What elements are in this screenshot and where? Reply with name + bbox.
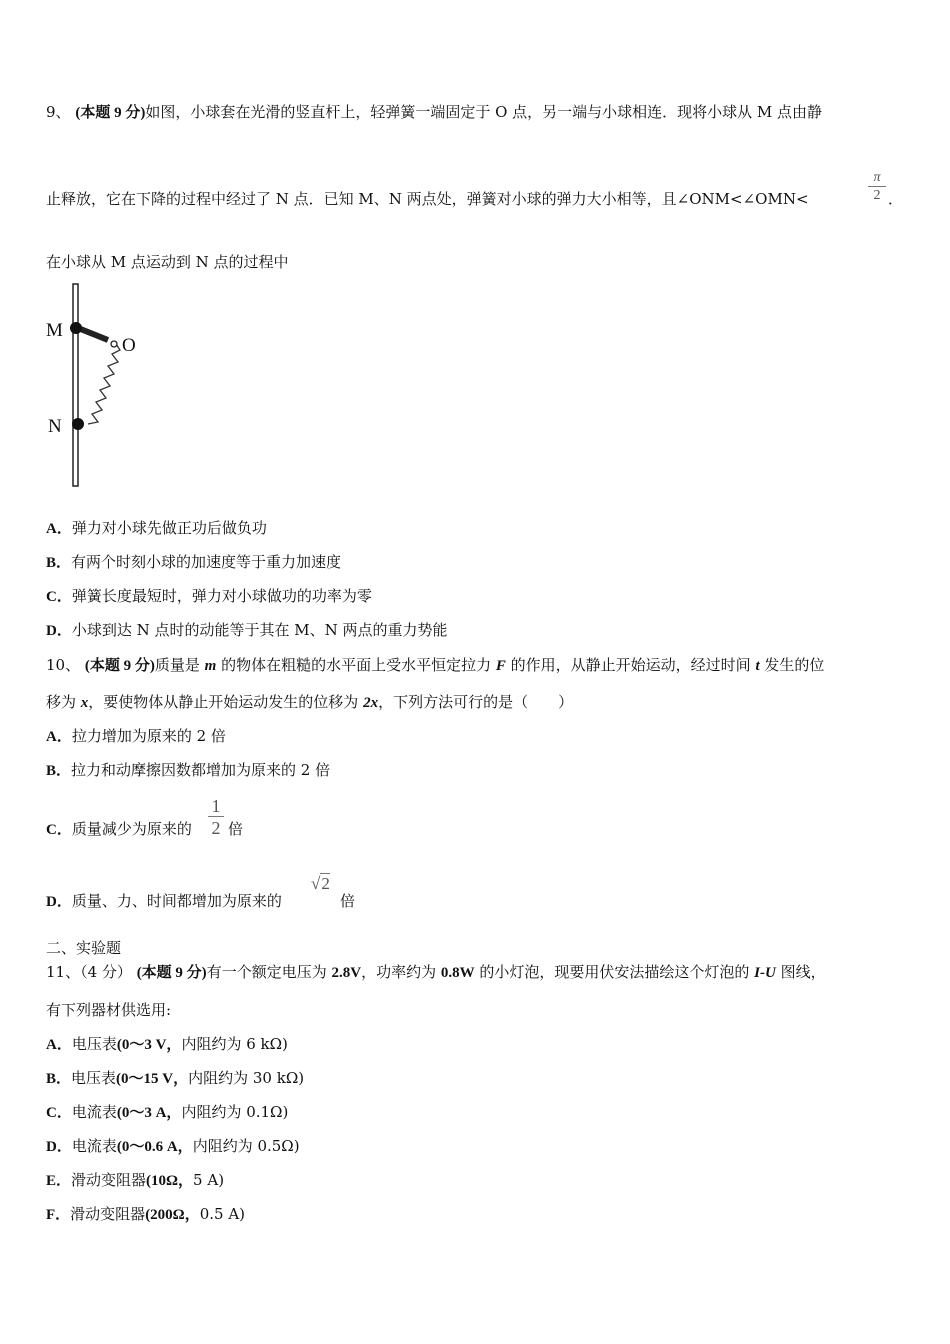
option-text: 小球到达 N 点时的动能等于其在 M、N 两点的重力势能	[71, 621, 448, 639]
q10-option-d	[46, 891, 282, 912]
option-key: B．	[46, 555, 72, 571]
option-name: 电流表	[71, 1103, 117, 1121]
q11-option-c	[46, 1102, 288, 1123]
q10-text: 的物体在粗糙的水平面上受水平恒定拉力	[216, 656, 496, 674]
q9-line-1	[46, 102, 822, 123]
section-title: 二、实验题	[46, 939, 122, 957]
option-key: C．	[46, 1105, 72, 1121]
fraction-denominator: 2	[211, 818, 221, 838]
q9-text-2: 止释放，它在下降的过程中经过了 N 点．已知 M、N 两点处，弹簧对小球的弹力大小相等，且∠ONM<∠OMN<	[46, 190, 809, 208]
option-key: D．	[46, 894, 72, 910]
q10-option-a	[46, 726, 226, 747]
q9-text-1: 如图，小球套在光滑的竖直杆上，轻弹簧一端固定于 O 点，另一端与小球相连．现将小球从 M 点由静	[145, 103, 823, 121]
option-tail: 内阻约为 0.5Ω)	[192, 1137, 300, 1155]
option-tail: 5 A)	[193, 1171, 225, 1189]
label-n: N	[48, 416, 62, 437]
q11-score: （4 分）	[80, 963, 132, 981]
option-spec: (0～3 A，	[116, 1105, 182, 1121]
q11-text: 有一个额定电压为	[206, 963, 332, 981]
q10-option-c	[46, 819, 192, 840]
q9-option-c	[46, 586, 372, 607]
pivot-point-o	[111, 341, 117, 347]
q11-option-e	[46, 1170, 224, 1191]
q9-pi-over-2-fraction	[868, 170, 886, 205]
option-key: A．	[46, 1037, 72, 1053]
option-name: 滑动变阻器	[71, 1171, 147, 1189]
q10-line-2	[46, 692, 573, 713]
q10-sqrt-2	[311, 874, 330, 894]
sqrt-radicand: 2	[321, 874, 330, 893]
var-x: x	[80, 695, 89, 711]
q11-voltage: 2.8V	[331, 965, 362, 981]
spring-compressed-segment	[78, 328, 108, 340]
q9-option-b	[46, 552, 341, 573]
q11-power: 0.8W	[440, 965, 475, 981]
var-2x: 2x	[363, 695, 379, 711]
q11-option-f	[46, 1204, 245, 1225]
option-key: E．	[46, 1173, 72, 1189]
q9-option-d	[46, 620, 448, 641]
option-tail: 0.5 A)	[199, 1205, 246, 1223]
option-key: B．	[46, 1071, 72, 1087]
q9-line-2-end: ．	[888, 190, 904, 208]
q10-number: 10、	[46, 656, 81, 674]
option-text: 有两个时刻小球的加速度等于重力加速度	[71, 553, 342, 571]
option-key: F．	[46, 1207, 71, 1223]
q10-option-d-end: 倍	[340, 892, 356, 910]
fraction-numerator: π	[873, 170, 881, 185]
q11-text: ，功率约为	[361, 963, 441, 981]
q9-option-a	[46, 518, 267, 539]
ball-at-n	[72, 418, 84, 430]
var-f: F	[495, 658, 506, 674]
option-text: 质量、力、时间都增加为原来的	[71, 892, 282, 910]
q9-points: (本题 9 分)	[75, 105, 146, 121]
option-text: 拉力和动摩擦因数都增加为原来的 2 倍	[71, 761, 331, 779]
q11-points: (本题 9 分)	[136, 965, 207, 981]
q10-text: ，要使物体从静止开始运动发生的位移为	[88, 693, 364, 711]
q10-points: (本题 9 分)	[84, 658, 155, 674]
sqrt-symbol: √	[311, 874, 321, 893]
option-spec: (0～3 V，	[116, 1037, 182, 1053]
q10-option-c-end: 倍	[228, 820, 244, 838]
option-text: 质量减少为原来的	[71, 820, 192, 838]
option-text: 弹力对小球先做正功后做负功	[71, 519, 267, 537]
q11-option-a	[46, 1034, 288, 1055]
label-m: M	[46, 320, 63, 341]
q10-text: ，下列方法可行的是（ ）	[378, 693, 574, 711]
q11-option-d	[46, 1136, 300, 1157]
q11-option-b	[46, 1068, 304, 1089]
var-m: m	[204, 658, 217, 674]
option-key: B．	[46, 763, 72, 779]
option-name: 电压表	[71, 1069, 117, 1087]
option-name: 电流表	[71, 1137, 117, 1155]
spring-coil	[88, 344, 120, 424]
option-name: 电压表	[71, 1035, 117, 1053]
option-spec: (200Ω，	[145, 1207, 200, 1223]
q9-number: 9、	[46, 103, 71, 121]
fraction-denominator: 2	[873, 188, 881, 203]
q11-line-2: 有下列器材供选用:	[46, 1001, 172, 1019]
option-key: A．	[46, 729, 72, 745]
ball-at-m	[70, 322, 82, 334]
option-key: A．	[46, 521, 72, 537]
fraction-numerator: 1	[211, 796, 221, 816]
option-key: C．	[46, 589, 72, 605]
option-spec: (0～0.6 A，	[116, 1139, 193, 1155]
q10-line-1	[46, 655, 824, 676]
var-t: t	[755, 658, 760, 674]
q10-option-b	[46, 760, 330, 781]
option-text: 弹簧长度最短时，弹力对小球做功的功率为零	[71, 587, 372, 605]
option-text: 拉力增加为原来的 2 倍	[71, 727, 226, 745]
q9-line-2	[46, 189, 809, 209]
q11-iu: I-U	[754, 965, 776, 981]
option-key: D．	[46, 623, 72, 639]
option-spec: (10Ω，	[146, 1173, 194, 1189]
q10-one-half-fraction	[208, 796, 224, 839]
label-o: O	[122, 335, 136, 356]
q10-text: 质量是	[154, 656, 205, 674]
q9-line-3: 在小球从 M 点运动到 N 点的过程中	[46, 253, 289, 271]
option-spec: (0～15 V，	[116, 1071, 189, 1087]
q9-figure-rod-spring	[40, 282, 150, 490]
q11-text: 的小灯泡，现要用伏安法描绘这个灯泡的	[474, 963, 755, 981]
q10-text: 发生的位	[759, 656, 825, 674]
option-key: C．	[46, 822, 72, 838]
q10-text: 移为	[46, 693, 81, 711]
q11-text: 图线，	[775, 963, 826, 981]
q11-line-1	[46, 962, 826, 983]
vertical-rod	[73, 284, 78, 486]
option-tail: 内阻约为 6 kΩ)	[181, 1035, 288, 1053]
option-tail: 内阻约为 0.1Ω)	[181, 1103, 289, 1121]
option-tail: 内阻约为 30 kΩ)	[188, 1069, 305, 1087]
q10-text: 的作用，从静止开始运动，经过时间	[505, 656, 756, 674]
q11-number: 11、	[46, 963, 81, 981]
option-key: D．	[46, 1139, 72, 1155]
option-name: 滑动变阻器	[70, 1205, 146, 1223]
